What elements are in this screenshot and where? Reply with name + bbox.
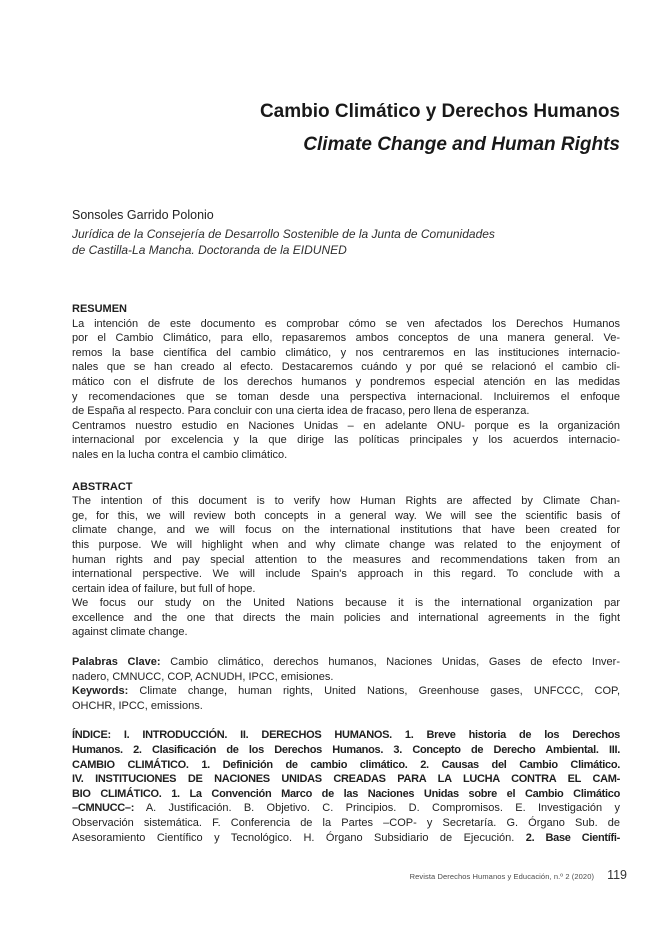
text-line: The intention of this document is to verify how Human Rights are affected by Climate Chan- — [72, 495, 620, 508]
author-block — [72, 207, 620, 258]
text-line: We focus our study on the United Nations because it is the international organization par — [72, 597, 620, 610]
text-line: La intención de este documento es comprobar cómo se ven afectados los Derechos Humanos — [72, 317, 620, 330]
text-line: –CMNUCC–: A. Justificación. B. Objetivo. C. Principios. D. Compromisos. E. Investigación y — [72, 802, 620, 815]
text-line: IV. INSTITUCIONES DE NACIONES UNIDAS CREADAS PARA LA LUCHA CONTRA EL CAM- — [72, 773, 620, 786]
text-line: excellence and the one that directs the main policies and international agreements in the fight — [72, 611, 620, 624]
page-footer — [410, 868, 627, 882]
text-line: CAMBIO CLIMÁTICO. 1. Definición de cambio climático. 2. Causas del Cambio Climático. — [72, 758, 620, 771]
indice-block — [72, 728, 620, 845]
text-line: human rights and pay special attention to the measures and recommendations taken from an — [72, 553, 620, 566]
resumen-heading: RESUMEN — [72, 303, 128, 315]
text-line: OHCHR, IPCC, emissions. — [72, 699, 203, 712]
author-name: Sonsoles Garrido Polonio — [72, 208, 214, 222]
text-line: nales que se han creado al efecto. Destacaremos cuándo y por qué se relacionó el cambio cli- — [72, 361, 620, 374]
keywords-block — [72, 655, 620, 713]
text-line: certain idea of failure, but full of hope. — [72, 582, 256, 595]
text-line: this purpose. We will highlight when and why climate change was related to the enjoyment of — [72, 538, 620, 551]
section-resumen — [72, 302, 620, 463]
abstract-paragraph-2 — [72, 596, 620, 640]
text-line: Observación sistemática. F. Conferencia de la Partes –COP- y Secretaría. G. Órgano Sub. de — [72, 817, 620, 829]
article-title-spanish: Cambio Climático y Derechos Humanos — [259, 101, 620, 122]
text-line: mático con el disfrute de los derechos humanos y pondremos especial atención en las medidas — [72, 375, 620, 388]
text-line: por el Cambio Climático, para ello, repasaremos ambos conceptos de una manera general. Ve- — [72, 332, 620, 345]
text-line: Palabras Clave: Cambio climático, derechos humanos, Naciones Unidas, Gases de efecto Inver- — [72, 656, 621, 669]
text-line: international perspective. We will include Spain's approach in this regard. To conclude with a — [72, 568, 620, 581]
text-line: nales en la lucha contra el cambio climático. — [72, 448, 288, 461]
text-line: remos la base científica del cambio climático, y nos centraremos en las instituciones internacio- — [72, 346, 620, 359]
text-line: y recomendaciones que se toman desde una perspectiva internacional. Incluiremos el enfoque — [72, 390, 620, 403]
text-line: BIO CLIMÁTICO. 1. La Convención Marco de las Naciones Unidas sobre el Cambio Climático — [72, 787, 620, 800]
author-affiliation-line: de Castilla-La Mancha. Doctoranda de la EIDUNED — [72, 243, 347, 257]
section-abstract — [72, 480, 620, 641]
keywords-english — [72, 684, 620, 713]
resumen-paragraph-1 — [72, 317, 620, 419]
text-line: nadero, CMNUCC, COP, ACNUDH, IPCC, emisiones. — [72, 670, 334, 683]
text-line: climate change, and we will focus on the international institutions that have been created for — [72, 524, 620, 537]
text-line: Asesoramiento Científico y Tecnológico. H. Órgano Subsidiario de Ejecución. 2. Base Científi- — [72, 831, 620, 844]
author-affiliation-line: Jurídica de la Consejería de Desarrollo Sostenible de la Junta de Comunidades — [72, 227, 495, 241]
text-line: Humanos. 2. Clasificación de los Derechos Humanos. 3. Concepto de Derecho Ambiental. III. — [72, 744, 620, 757]
text-line: de España al respecto. Para concluir con una cierta idea de fracaso, pero llena de esperanza. — [72, 405, 530, 418]
text-line: ÍNDICE: I. INTRODUCCIÓN. II. DERECHOS HUMANOS. 1. Breve historia de los Derechos — [72, 729, 620, 742]
text-line: internacional por excelencia y la que dirige las políticas principales y los acuerdos internacio- — [72, 434, 620, 447]
text-line: Centramos nuestro estudio en Naciones Unidas – en adelante ONU- porque es la organización — [72, 419, 620, 432]
article-title-english: Climate Change and Human Rights — [303, 134, 620, 155]
journal-citation: Revista Derechos Humanos y Educación, n.º 2 (2020) — [409, 872, 595, 881]
page-number: 119 — [607, 868, 627, 882]
author-affiliation — [72, 226, 620, 258]
article-title — [72, 95, 620, 161]
abstract-paragraph-1 — [72, 494, 620, 596]
keywords-spanish — [72, 655, 620, 684]
text-line: Keywords: Climate change, human rights, United Nations, Greenhouse gases, UNFCCC, COP, — [72, 685, 620, 698]
page-content — [72, 0, 620, 845]
resumen-paragraph-2 — [72, 419, 620, 463]
text-line: against climate change. — [72, 626, 188, 639]
abstract-heading: ABSTRACT — [72, 480, 133, 493]
text-line: ge, for this, we will review both concepts in a general way. We will see the scientific basis of — [72, 509, 620, 522]
